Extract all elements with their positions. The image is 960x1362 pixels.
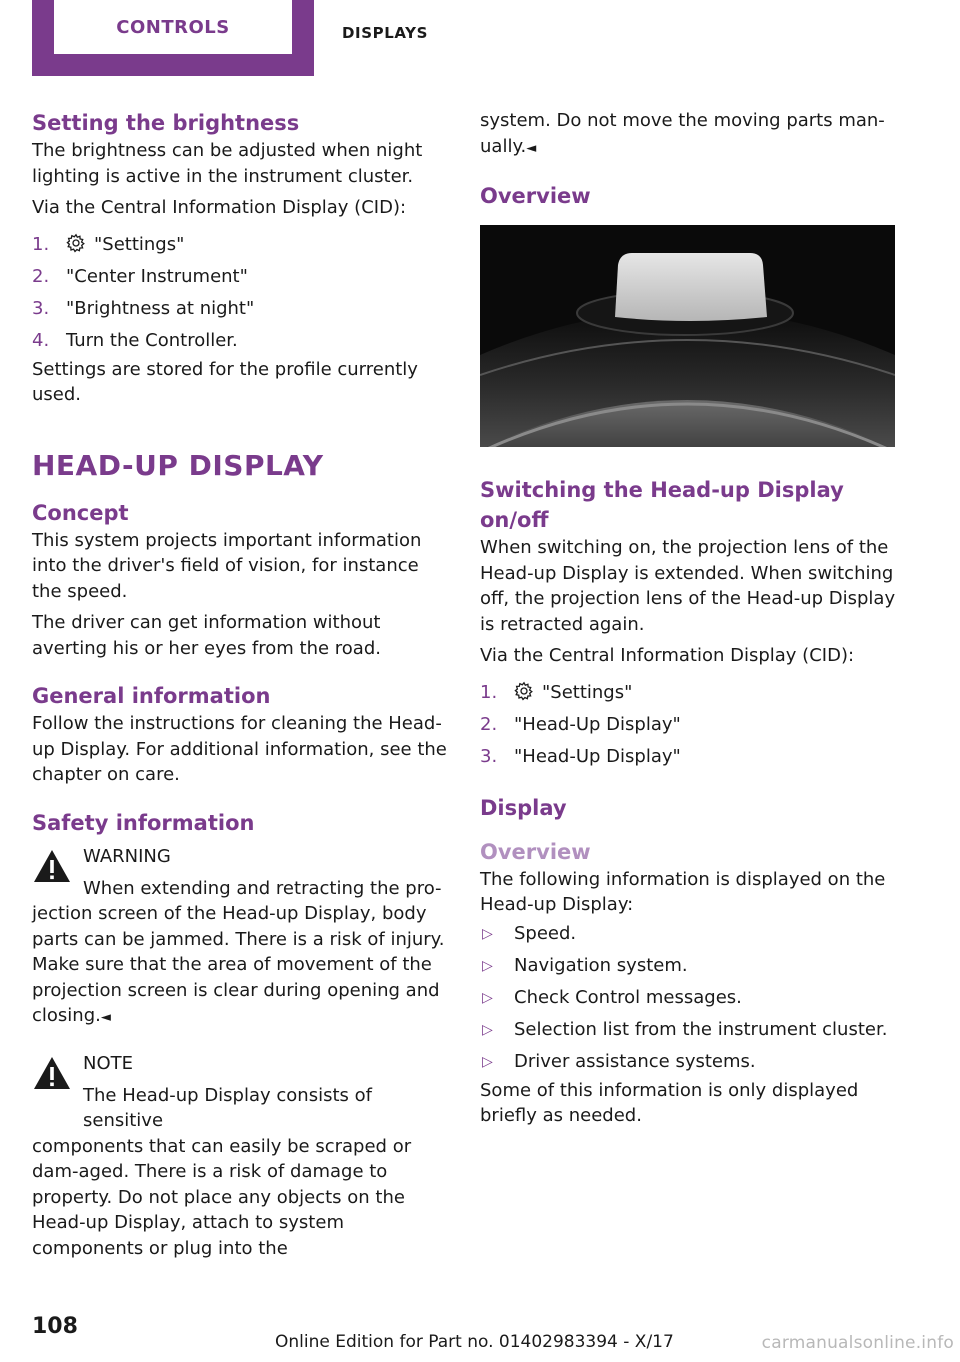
brightness-para-1: The brightness can be adjusted when night lighting is active in the instrument cluster. <box>32 140 423 187</box>
display-bullets <box>480 918 896 1078</box>
bullet-triangle-icon: ▷ <box>482 925 493 942</box>
list-item <box>480 709 896 741</box>
list-item <box>32 229 448 261</box>
display-para-2: Some of this information is only displayed briefly as needed. <box>480 1079 859 1126</box>
continuation-text: system. Do not move the moving parts man-ually. <box>480 110 885 157</box>
heading-head-up-display: HEAD-UP DISPLAY <box>32 448 324 482</box>
brightness-steps <box>32 229 448 357</box>
page-number: 108 <box>32 1314 78 1339</box>
warning-triangle-icon <box>32 848 72 884</box>
step-text: "Brightness at night" <box>66 297 255 319</box>
step-number: 2. <box>32 265 50 287</box>
general-para-1: Follow the instructions for cleaning the Head-up Display. For additional information, see the chapter on care. <box>32 713 447 785</box>
heading-display: Display <box>480 795 567 820</box>
list-item <box>480 918 896 950</box>
tab-displays[interactable]: DISPLAYS <box>342 24 429 42</box>
list-item <box>32 325 448 357</box>
list-item <box>32 261 448 293</box>
note-title: NOTE <box>83 1052 134 1074</box>
heading-concept: Concept <box>32 500 129 525</box>
bullet-text: Navigation system. <box>514 954 688 976</box>
note-notice <box>32 1051 448 1262</box>
list-item <box>32 293 448 325</box>
heading-switching-hud: Switching the Head-up Display on/off <box>480 478 844 532</box>
switching-para-1: When switching on, the projection lens of the Head-up Display is extended. When switching off, the projection lens of the Head-up Display is retracted again. <box>480 537 896 635</box>
list-item <box>480 1014 896 1046</box>
list-item <box>480 950 896 982</box>
list-item <box>480 982 896 1014</box>
heading-display-overview: Overview <box>480 839 591 864</box>
watermark: carmanualsonline.info <box>761 1333 954 1353</box>
list-item <box>480 1046 896 1078</box>
head-up-display-photo <box>480 225 895 447</box>
bullet-text: Driver assistance systems. <box>514 1050 756 1072</box>
bullet-triangle-icon: ▷ <box>482 957 493 974</box>
list-item <box>480 741 896 773</box>
heading-safety-information: Safety information <box>32 810 255 835</box>
switching-para-2: Via the Central Information Display (CID): <box>480 645 855 666</box>
left-column <box>32 108 448 1261</box>
warning-text: jection screen of the Head-up Display, body parts can be jammed. There is a risk of injury. Make sure that the area of movement of the projection screen is clear during opening and closing. <box>32 903 445 1026</box>
gear-icon <box>66 233 86 253</box>
heading-setting-brightness: Setting the brightness <box>32 111 300 135</box>
display-para-1: The following information is displayed on the Head-up Display: <box>480 868 886 915</box>
step-text: "Settings" <box>542 681 633 703</box>
note-first-line: The Head-up Display consists of sensitive <box>83 1084 372 1131</box>
brightness-para-2: Via the Central Information Display (CID): <box>32 197 407 218</box>
warning-first-line: When extending and retracting the pro- <box>83 877 442 899</box>
bullet-text: Speed. <box>514 922 577 944</box>
end-mark: ◄ <box>526 140 537 156</box>
bullet-text: Selection list from the instrument cluster. <box>514 1018 888 1040</box>
bullet-text: Check Control messages. <box>514 986 742 1008</box>
step-number: 1. <box>32 233 50 255</box>
step-number: 3. <box>32 297 50 319</box>
right-column <box>480 108 896 1129</box>
note-text: components that can easily be scraped or dam-aged. There is a risk of damage to property. Do not place any objects on the Head-up Display, attach to system components or plug into the <box>32 1135 412 1259</box>
brightness-para-3: Settings are stored for the profile currently used. <box>32 358 418 405</box>
step-number: 3. <box>480 745 498 767</box>
caution-triangle-icon <box>32 1055 72 1091</box>
concept-para-1: This system projects important information into the driver's field of vision, for instance the speed. <box>32 529 422 602</box>
warning-title: WARNING <box>83 845 171 867</box>
list-item <box>480 677 896 709</box>
step-number: 1. <box>480 681 498 703</box>
switching-steps <box>480 677 896 773</box>
step-text: "Head-Up Display" <box>514 745 681 767</box>
step-text: "Settings" <box>94 233 185 255</box>
heading-overview: Overview <box>480 184 591 208</box>
heading-general-information: General information <box>32 684 271 708</box>
step-number: 4. <box>32 329 50 351</box>
end-mark: ◄ <box>100 1010 111 1025</box>
step-number: 2. <box>480 713 498 735</box>
bullet-triangle-icon: ▷ <box>482 989 493 1006</box>
header-tab-bar <box>0 0 960 76</box>
bullet-triangle-icon: ▷ <box>482 1053 493 1070</box>
tab-controls-label: CONTROLS <box>54 0 292 54</box>
step-text: "Center Instrument" <box>66 265 248 287</box>
step-text: "Head-Up Display" <box>514 713 681 735</box>
bullet-triangle-icon: ▷ <box>482 1021 493 1038</box>
warning-notice <box>32 844 448 1031</box>
concept-para-2: The driver can get information without averting his or her eyes from the road. <box>32 612 381 659</box>
step-text: Turn the Controller. <box>66 329 238 351</box>
edition-footer: Online Edition for Part no. 01402983394 - X/17 <box>275 1332 674 1352</box>
gear-icon <box>514 681 534 701</box>
tab-controls[interactable] <box>32 0 314 76</box>
